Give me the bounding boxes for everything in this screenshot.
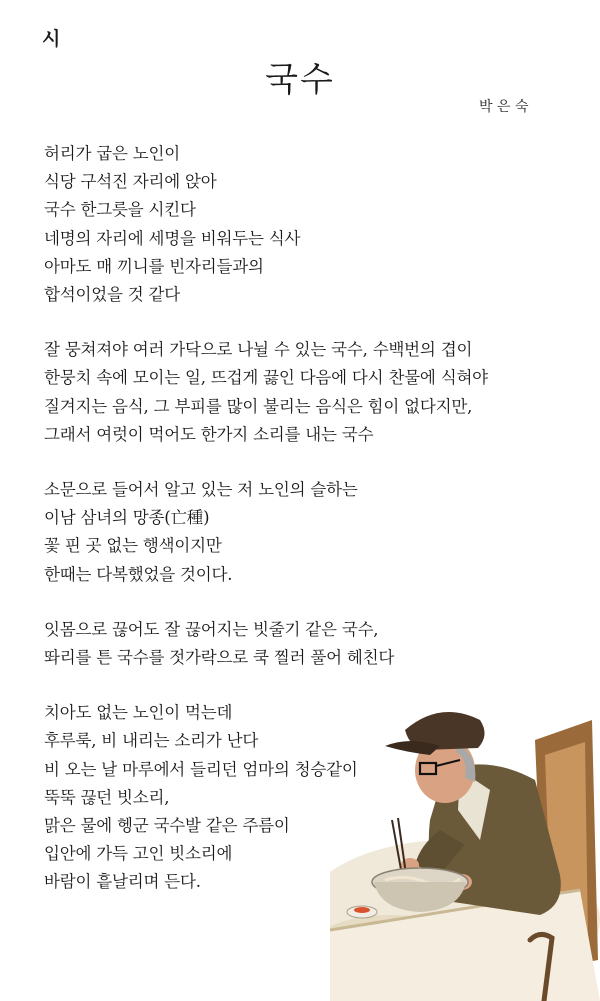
poem-title: 국수: [265, 60, 335, 100]
poem-line: 네명의 자리에 세명을 비워두는 식사: [44, 228, 301, 248]
poem-line: 아마도 매 끼니를 빈자리들과의: [44, 256, 264, 276]
poem-line: 비 오는 날 마루에서 들리던 엄마의 청승같이: [44, 759, 358, 779]
poem-line: 똬리를 튼 국수를 젓가락으로 쿡 찔러 풀어 헤친다: [44, 648, 395, 668]
poem-line: 국수 한그릇을 시킨다: [44, 200, 196, 220]
section-label: 시: [42, 28, 61, 50]
stanza: [44, 140, 564, 309]
poem-line: 식당 구석진 자리에 앉아: [44, 172, 217, 192]
poem-line: 맑은 물에 헹군 국수발 같은 주름이: [44, 816, 290, 836]
poem-line: 합석이었을 것 같다: [44, 285, 181, 305]
poem-line: 한뭉치 속에 모이는 일, 뜨겁게 끓인 다음에 다시 찬물에 식혀야: [44, 368, 488, 388]
poem-line: 허리가 굽은 노인이: [44, 144, 181, 163]
poem-line: 입안에 가득 고인 빗소리에: [44, 844, 233, 864]
poem-line: 치아도 없는 노인이 먹는데: [44, 703, 233, 723]
poem-line: 바람이 흩날리며 든다.: [44, 872, 201, 892]
poem-line: 그래서 여럿이 먹어도 한가지 소리를 내는 국수: [44, 424, 374, 444]
stanza: [44, 616, 564, 672]
poem-line: 잘 뭉쳐져야 여러 가닥으로 나뉠 수 있는 국수, 수백번의 겹이: [44, 340, 473, 360]
stanza: [44, 476, 564, 589]
poem-line: 질겨지는 음식, 그 부피를 많이 불리는 음식은 힘이 없다지만,: [44, 396, 473, 416]
poem-line: 소문으로 들어서 알고 있는 저 노인의 슬하는: [44, 480, 358, 500]
poem-line: 잇몸으로 끊어도 잘 끊어지는 빗줄기 같은 국수,: [44, 619, 379, 639]
author-name: 박 은 숙: [479, 99, 529, 115]
poem-line: 뚝뚝 끊던 빗소리,: [44, 787, 170, 807]
poem-body: [44, 140, 564, 924]
poem-line: 이남 삼녀의 망종(亡種): [44, 508, 210, 528]
poem-line: 한때는 다복했었을 것이다.: [44, 564, 233, 584]
stanza: [44, 336, 564, 449]
stanza: [44, 699, 564, 896]
poem-line: 꽃 핀 곳 없는 행색이지만: [44, 536, 222, 556]
poem-line: 후루룩, 비 내리는 소리가 난다: [44, 731, 259, 751]
